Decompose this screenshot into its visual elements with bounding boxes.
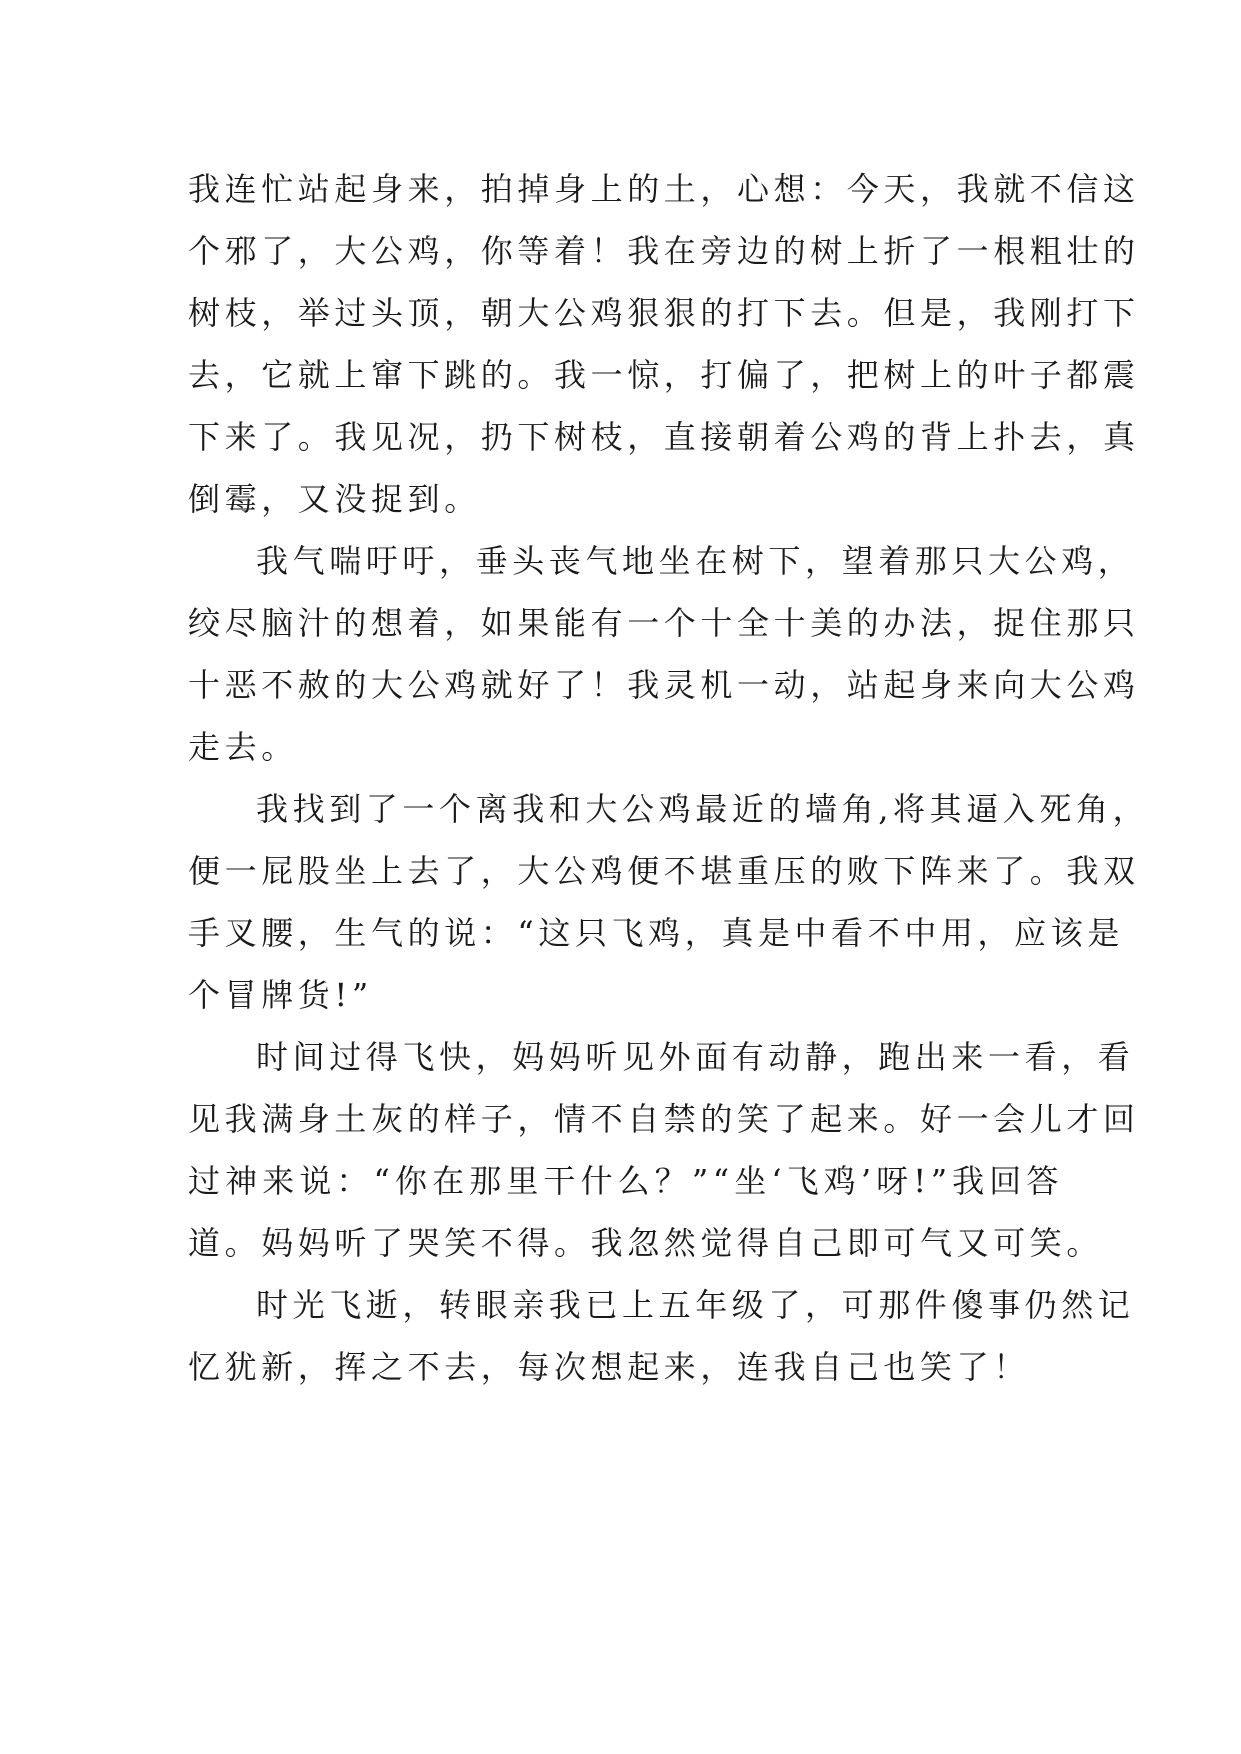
text-line: 走去。 [188, 728, 298, 766]
text-line: 道。妈妈听了哭笑不得。我忽然觉得自己即可气又可笑。 [188, 1224, 1104, 1262]
text-line: 时间过得飞快，妈妈听见外面有动静，跑出来一看，看 [256, 1038, 1135, 1076]
body-text [188, 158, 1150, 1398]
text-line: 十恶不赦的大公鸡就好了！我灵机一动，站起身来向大公鸡 [188, 666, 1140, 704]
text-line: 去，它就上窜下跳的。我一惊，打偏了，把树上的叶子都震 [188, 356, 1140, 394]
text-line: 绞尽脑汁的想着，如果能有一个十全十美的办法，捉住那只 [188, 604, 1140, 642]
text-line: 过神来说：“你在那里干什么？”“坐‘飞鸡’呀!”我回答 [188, 1162, 1063, 1200]
text-line: 手叉腰，生气的说：“这只飞鸡，真是中看不中用，应该是 [188, 914, 1124, 952]
text-line: 我气喘吁吁，垂头丧气地坐在树下，望着那只大公鸡， [256, 542, 1135, 580]
text-line: 我连忙站起身来，拍掉身上的土，心想：今天，我就不信这 [188, 170, 1140, 208]
text-line: 倒霉，又没捉到。 [188, 480, 481, 518]
text-line: 时光飞逝，转眼亲我已上五年级了，可那件傻事仍然记 [256, 1286, 1135, 1324]
text-line: 个冒牌货!” [188, 976, 373, 1014]
text-line: 忆犹新，挥之不去，每次想起来，连我自己也笑了！ [188, 1348, 1030, 1386]
text-line: 树枝，举过头顶，朝大公鸡狠狠的打下去。但是，我刚打下 [188, 294, 1140, 332]
text-line: 我找到了一个离我和大公鸡最近的墙角,将其逼入死角， [256, 790, 1150, 828]
text-line: 个邪了，大公鸡，你等着！我在旁边的树上折了一根粗壮的 [188, 232, 1140, 270]
text-line: 便一屁股坐上去了，大公鸡便不堪重压的败下阵来了。我双 [188, 852, 1140, 890]
text-line: 见我满身土灰的样子，情不自禁的笑了起来。好一会儿才回 [188, 1100, 1140, 1138]
text-line: 下来了。我见况，扔下树枝，直接朝着公鸡的背上扑去，真 [188, 418, 1140, 456]
